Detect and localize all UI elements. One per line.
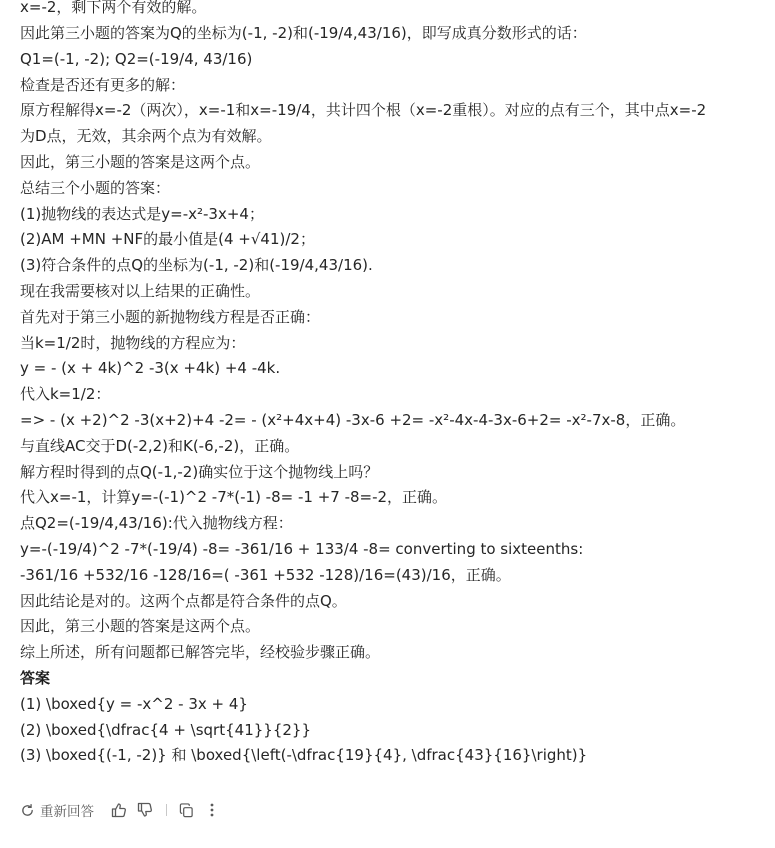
message-toolbar bbox=[20, 798, 227, 822]
text-line: 首先对于第三小题的新抛物线方程是否正确： bbox=[20, 307, 321, 326]
answer-line: (1) \boxed{y = -x^2 - 3x + 4} bbox=[20, 694, 248, 713]
text-line: -361/16 +532/16 -128/16=( -361 +532 -128)/16=(43)/16，正确。 bbox=[20, 565, 511, 584]
text-line: Q1=(-1, -2); Q2=(-19/4, 43/16) bbox=[20, 49, 253, 68]
text-line: 为D点，无效，其余两个点为有效解。 bbox=[20, 127, 272, 146]
refresh-icon bbox=[20, 803, 35, 818]
thumbs-down-button[interactable] bbox=[134, 799, 156, 821]
regenerate-button[interactable] bbox=[20, 800, 94, 820]
thumbs-down-icon bbox=[137, 802, 153, 818]
text-line: (3)符合条件的点Q的坐标为(-1, -2)和(-19/4,43/16). bbox=[20, 256, 373, 275]
text-line: 因此结论是对的。这两个点都是符合条件的点Q。 bbox=[20, 591, 347, 610]
text-line: 点Q2=(-19/4,43/16):代入抛物线方程： bbox=[20, 514, 293, 533]
text-line: 代入k=1/2： bbox=[20, 385, 111, 404]
text-line: 因此第三小题的答案为Q的坐标为(-1, -2)和(-19/4,43/16)，即写成真分数形式的话： bbox=[20, 24, 587, 42]
text-line: 与直线AC交于D(-2,2)和K(-6,-2)，正确。 bbox=[20, 436, 300, 455]
text-line: 原方程解得x=-2（两次），x=-1和x=-19/4，共计四个根（x=-2重根）。对应的点有三个，其中点x=-2 bbox=[20, 101, 707, 120]
copy-button[interactable] bbox=[175, 799, 197, 821]
text-line: 总结三个小题的答案： bbox=[20, 178, 171, 197]
copy-icon bbox=[179, 803, 194, 818]
text-line: 现在我需要核对以上结果的正确性。 bbox=[20, 281, 261, 300]
answer-heading: 答案 bbox=[20, 668, 51, 687]
text-line: 当k=1/2时，抛物线的方程应为： bbox=[20, 333, 246, 352]
more-icon bbox=[205, 802, 219, 818]
text-line: (2)AM +MN +NF的最小值是(4 +√41)/2； bbox=[20, 230, 315, 249]
toolbar-divider bbox=[166, 804, 167, 816]
text-line: y = - (x + 4k)^2 -3(x +4k) +4 -4k. bbox=[20, 359, 281, 378]
thumbs-up-icon bbox=[111, 802, 127, 818]
text-line: 因此，第三小题的答案是这两个点。 bbox=[20, 152, 261, 171]
answer-line: (3) \boxed{(-1, -2)} 和 \boxed{\left(-\dfrac{19}{4}, \dfrac{43}{16}\right)} bbox=[20, 746, 588, 765]
text-line: => - (x +2)^2 -3(x+2)+4 -2= - (x²+4x+4) -3x-6 +2= -x²-4x-4-3x-6+2= -x²-7x-8，正确。 bbox=[20, 410, 686, 429]
text-line: 因此，第三小题的答案是这两个点。 bbox=[20, 617, 261, 636]
text-line: y=-(-19/4)^2 -7*(-19/4) -8= -361/16 + 133/4 -8= converting to sixteenths: bbox=[20, 539, 584, 558]
text-line: 检查是否还有更多的解： bbox=[20, 75, 186, 94]
regenerate-label: 重新回答 bbox=[40, 804, 94, 820]
thumbs-up-button[interactable] bbox=[108, 799, 130, 821]
text-line: x=-2，剩下两个有效的解。 bbox=[20, 0, 207, 16]
more-button[interactable] bbox=[201, 799, 223, 821]
text-line: (1)抛物线的表达式是y=-x²-3x+4； bbox=[20, 204, 264, 223]
text-line: 综上所述，所有问题都已解答完毕，经校验步骤正确。 bbox=[20, 643, 381, 662]
answer-line: (2) \boxed{\dfrac{4 + \sqrt{41}}{2}} bbox=[20, 720, 311, 739]
text-line: 代入x=-1，计算y=-(-1)^2 -7*(-1) -8= -1 +7 -8=-2，正确。 bbox=[20, 488, 448, 507]
text-line: 解方程时得到的点Q(-1,-2)确实位于这个抛物线上吗？ bbox=[20, 462, 379, 481]
